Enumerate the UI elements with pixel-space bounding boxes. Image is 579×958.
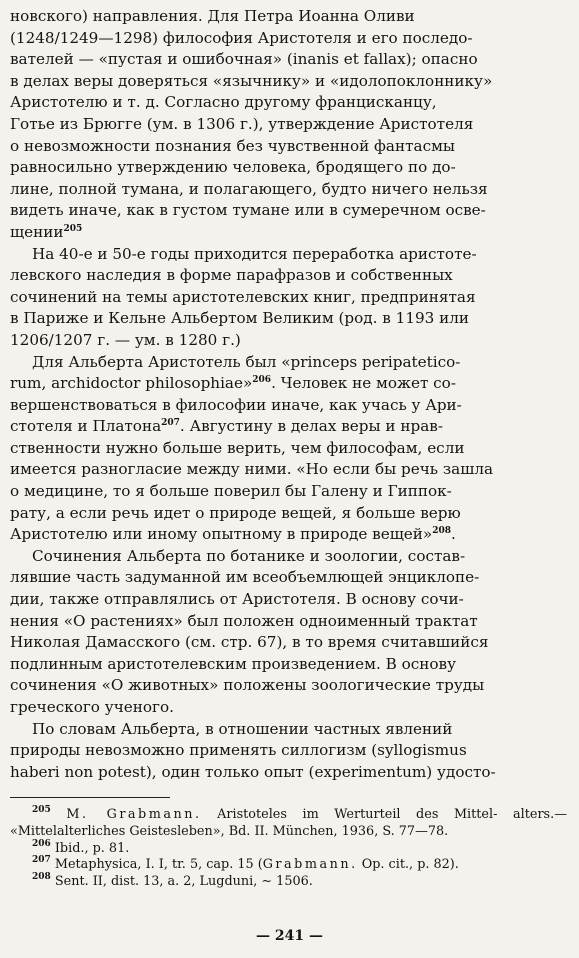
footnote-text: Aristoteles im Werturteil des Mittel- [201,807,498,823]
paragraph-3 [10,352,567,546]
text-line: Готье из Брюгге (ум. в 1306 г.), утверждение Аристотеля [10,114,474,133]
footnote-208 [10,871,567,891]
text-line: Для Альберта Аристотель был «princeps peripateticо- [32,352,461,371]
text-line: стотеля и Платона [10,417,162,436]
text-line: По словам Альберта, в отношении частных явлений [32,719,453,738]
footnote-divider [10,797,170,798]
text-line: греческого ученого. [10,698,174,716]
footnotes [10,807,567,890]
footnote-ref: 208 [432,526,452,537]
footnote-text: p. 82). [417,857,459,873]
paragraph-4 [10,546,567,719]
footnote-ref: 205 [63,223,83,234]
text-line: имеется разногласие между ними. «Но если бы речь зашла [10,460,494,479]
text-line: лине, полной тумана, и полагающего, будто ничего нельзя [10,179,488,198]
footnote-207 [10,857,567,874]
text-line: щении [10,222,64,241]
footnote-number: 206 [32,838,51,849]
text-line: о медицине, то я больше поверил бы Галену и Гиппок- [10,482,452,501]
text-line: 1206/1207 г. — ум. в 1280 г.) [10,330,241,349]
text-line: На 40-е и 50-е годы приходится переработка аристоте- [32,244,477,263]
paragraph-1 [10,6,567,244]
text-line: подлинным аристотелевским произведением. В основу [10,654,457,673]
text-line: рату, а если речь идет о природе вещей, я больше верю [10,503,461,522]
footnote-206 [10,838,567,858]
footnote-number: 205 [32,805,51,816]
text-line: в Париже и Кельне Альбертом Великим (род. в 1193 или [10,309,470,328]
footnote-text: Op. cit., [357,857,414,873]
footnote-number: 207 [32,855,51,866]
text-line: о невозможности познания без чувственной фантасмы [10,136,455,155]
paragraph-5 [10,719,567,784]
text-line: Аристотелю и т. д. Согласно другому францисканцу, [10,93,437,112]
footnote-205 [10,807,567,840]
footnote-number: 208 [32,871,51,882]
text-line: левского наследия в форме парафразов и собственных [10,266,453,285]
footnote-text: Ibid., p. 81. [50,840,130,856]
text-line: . Человек не может со- [271,374,456,393]
text-line: в делах веры доверяться «язычнику» и «идолопоклоннику» [10,71,493,90]
text-line: Сочинения Альберта по ботанике и зоологии, состав- [32,546,466,565]
main-text [10,6,567,783]
footnote-ref: 207 [161,418,180,429]
text-line: сочинений на темы аристотелевских книг, предпринятая [10,287,476,306]
text-line: лявшие часть задуманной им всеобъемлющей энциклопе- [10,568,480,587]
text-line: вершенствоваться в философии иначе, как учась у Ари- [10,395,462,414]
page-number: — 241 — [256,928,323,944]
footnote-ref: 206 [252,375,272,386]
footnote-text: alters.— «Mittelalterliches Geistesleben», Bd. II. München, 1936, S. 77—78. [10,807,567,839]
text-line: (1248/1249—1298) философия Аристотеля и его последо- [10,28,473,47]
text-line: Аристотелю или иному опытному в природе вещей» [10,525,433,544]
text-line: видеть иначе, как в густом тумане или в сумеречном осве- [10,201,486,220]
text-line: природы невозможно применять силлогизм (syllogismus [10,741,467,760]
footnote-author: Grabmann. [262,857,358,873]
text-line: дии, также отправлялись от Аристотеля. В основу сочи- [10,590,464,609]
text-line: . [451,525,456,544]
text-line: нения «О растениях» был положен одноименный трактат [10,611,478,630]
text-line: равносильно утверждению человека, бродящего по до- [10,158,456,177]
text-line: вателей — «пустая и ошибочная» (inanis et fallax); опасно [10,50,478,69]
footnote-text: Sent. II, dist. 13, a. 2, Lugduni, ∼ 1506. [50,873,313,889]
text-line: . Августину в делах веры и нрав- [179,417,443,436]
text-line: сочинения «О животных» положены зоологические труды [10,676,485,695]
footnote-text: Metaphysica, I. I, tr. 5, cap. 15 ( [50,857,263,873]
text-line: haberi non potest), один только опыт (experimentum) удосто- [10,762,496,781]
paragraph-2 [10,244,567,352]
text-line: новского) направления. Для Петра Иоанна Оливи [10,7,415,25]
text-line: ственности нужно больше верить, чем философам, если [10,438,465,457]
text-line: rum, archidoctor philosophiae» [10,374,253,393]
footnote-author: M. Grabmann. [66,807,202,823]
text-line: Николая Дамасского (см. стр. 67), в то время считавшийся [10,633,489,652]
